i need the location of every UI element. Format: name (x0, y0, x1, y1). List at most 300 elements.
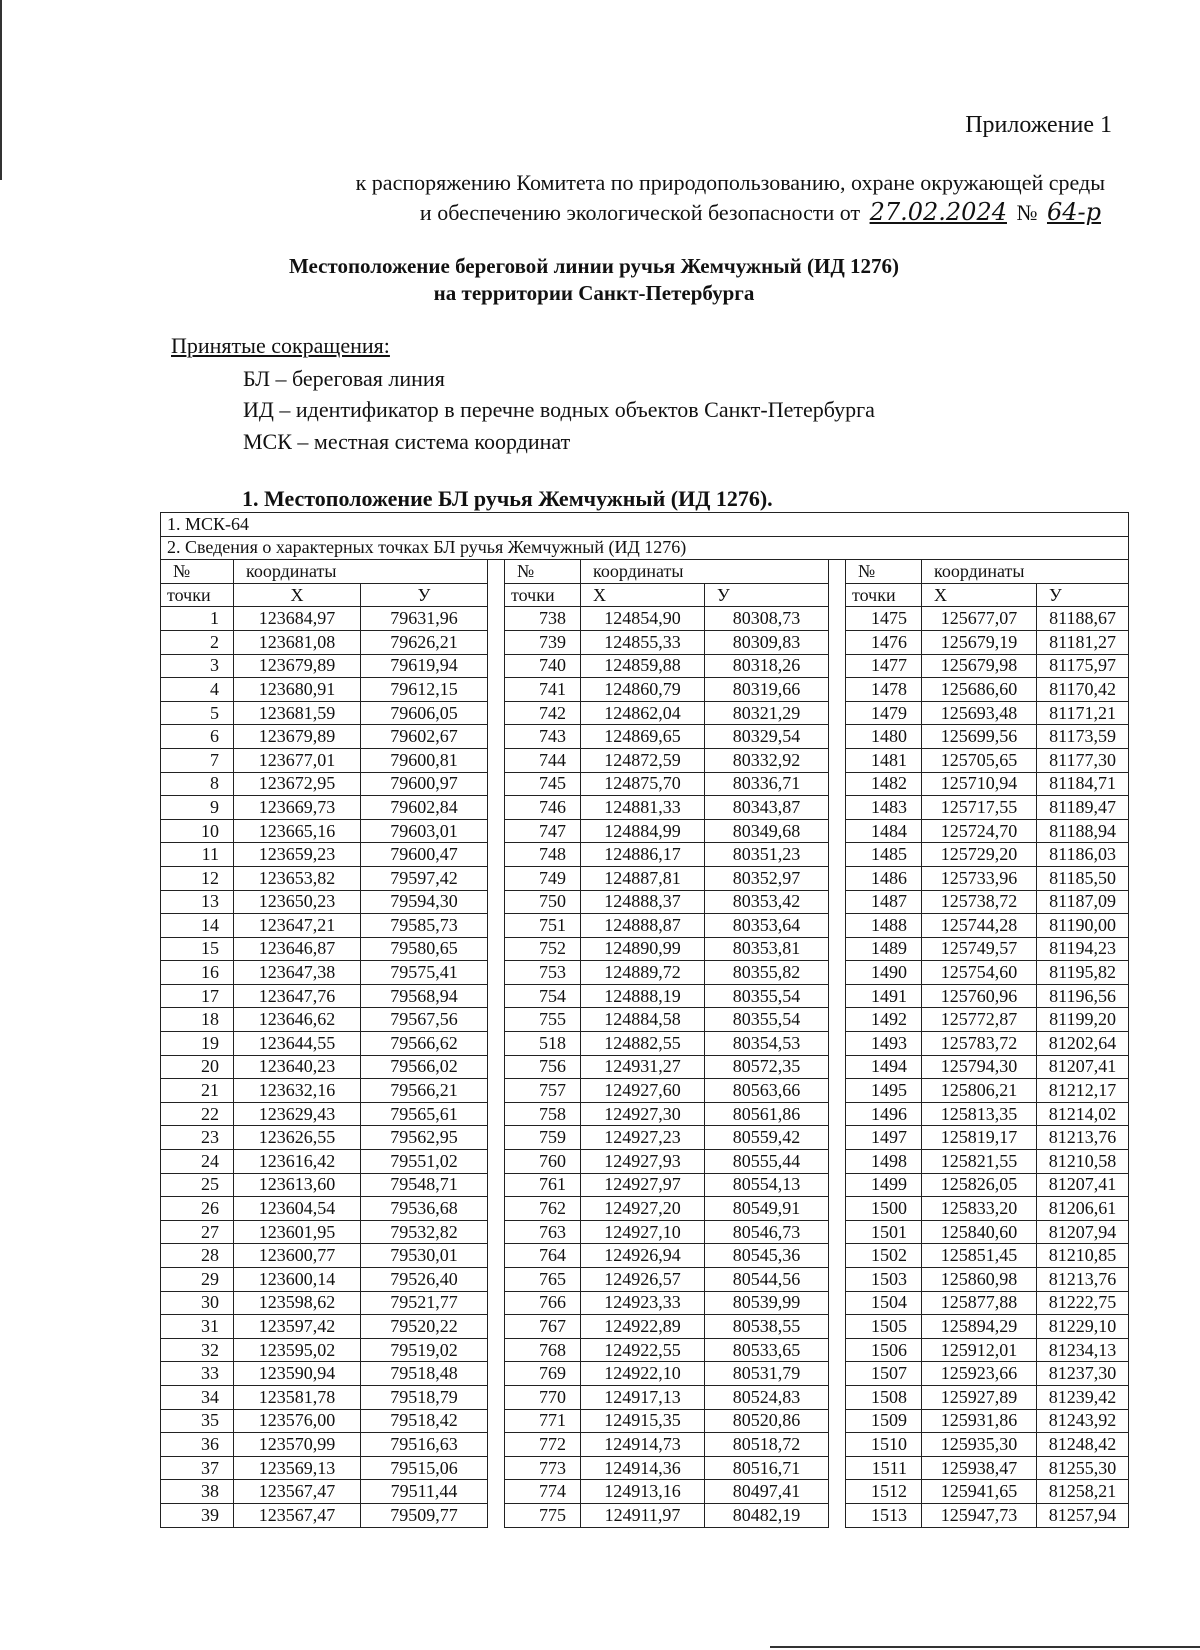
col-header-x: Х (922, 583, 1037, 607)
appendix-label: Приложение 1 (965, 112, 1112, 138)
coord-x: 125686,60 (922, 678, 1037, 702)
point-no: 754 (505, 984, 581, 1008)
point-no: 750 (505, 890, 581, 914)
point-no: 759 (505, 1126, 581, 1150)
point-no: 751 (505, 914, 581, 938)
coord-y: 81210,85 (1037, 1244, 1129, 1268)
coord-x: 124931,27 (581, 1055, 705, 1079)
point-no: 1507 (846, 1362, 922, 1386)
table-row (161, 914, 1129, 938)
point-no: 7 (161, 748, 234, 772)
coord-y: 80355,54 (705, 984, 829, 1008)
coord-y: 79566,21 (361, 1079, 488, 1103)
coord-y: 79521,77 (361, 1291, 488, 1315)
coord-y: 79530,01 (361, 1244, 488, 1268)
coord-x: 125938,47 (922, 1456, 1037, 1480)
coord-x: 123632,16 (234, 1079, 361, 1103)
coord-x: 124914,73 (581, 1433, 705, 1457)
coord-y: 80352,97 (705, 866, 829, 890)
coord-x: 124888,87 (581, 914, 705, 938)
point-no: 1511 (846, 1456, 922, 1480)
point-no: 1488 (846, 914, 922, 938)
table-row (161, 1385, 1129, 1409)
coord-y: 80309,83 (705, 630, 829, 654)
point-no: 1494 (846, 1055, 922, 1079)
order-line-2-text: и обеспечению экологической безопасности от (419, 200, 861, 225)
table-row (161, 1456, 1129, 1480)
coord-y: 81189,47 (1037, 796, 1129, 820)
point-no: 1477 (846, 654, 922, 678)
coord-y: 79597,42 (361, 866, 488, 890)
coord-y: 79518,79 (361, 1385, 488, 1409)
coord-x: 123604,54 (234, 1197, 361, 1221)
coord-x: 125927,89 (922, 1385, 1037, 1409)
coord-x: 125947,73 (922, 1503, 1037, 1527)
table-row (161, 1244, 1129, 1268)
coord-y: 80353,42 (705, 890, 829, 914)
coord-y: 81187,09 (1037, 890, 1129, 914)
coord-y: 81207,41 (1037, 1173, 1129, 1197)
coord-x: 123653,82 (234, 866, 361, 890)
point-no: 32 (161, 1338, 234, 1362)
point-no: 774 (505, 1480, 581, 1504)
coord-x: 124862,04 (581, 701, 705, 725)
coord-x: 123616,42 (234, 1150, 361, 1174)
coord-x: 124875,70 (581, 772, 705, 796)
coord-x: 124927,97 (581, 1173, 705, 1197)
point-no: 1476 (846, 630, 922, 654)
point-no: 24 (161, 1150, 234, 1174)
coord-x: 123640,23 (234, 1055, 361, 1079)
table-row (161, 1150, 1129, 1174)
coord-y: 80559,42 (705, 1126, 829, 1150)
coord-y: 80531,79 (705, 1362, 829, 1386)
table-row (161, 1126, 1129, 1150)
point-no: 769 (505, 1362, 581, 1386)
coord-x: 125806,21 (922, 1079, 1037, 1103)
point-no: 1509 (846, 1409, 922, 1433)
coord-x: 124859,88 (581, 654, 705, 678)
coord-x: 123669,73 (234, 796, 361, 820)
coord-x: 123665,16 (234, 819, 361, 843)
coord-x: 123600,14 (234, 1268, 361, 1292)
coord-y: 80318,26 (705, 654, 829, 678)
coord-y: 80546,73 (705, 1220, 829, 1244)
coord-y: 80538,55 (705, 1315, 829, 1339)
coord-x: 123681,59 (234, 701, 361, 725)
coord-y: 79626,21 (361, 630, 488, 654)
coord-x: 123629,43 (234, 1102, 361, 1126)
coord-y: 79612,15 (361, 678, 488, 702)
point-no: 25 (161, 1173, 234, 1197)
coord-x: 123644,55 (234, 1032, 361, 1056)
coord-y: 81234,13 (1037, 1338, 1129, 1362)
coord-y: 81210,58 (1037, 1150, 1129, 1174)
coord-y: 81258,21 (1037, 1480, 1129, 1504)
coord-x: 124923,33 (581, 1291, 705, 1315)
coord-x: 123569,13 (234, 1456, 361, 1480)
scan-bottom-line (770, 1646, 1200, 1648)
coord-y: 80524,83 (705, 1385, 829, 1409)
point-no: 1499 (846, 1173, 922, 1197)
coord-x: 124927,60 (581, 1079, 705, 1103)
order-line-1: к распоряжению Комитета по природопользованию, охране окружающей среды (355, 170, 1105, 195)
table-row (161, 1503, 1129, 1527)
point-no: 1489 (846, 937, 922, 961)
coord-y: 81213,76 (1037, 1126, 1129, 1150)
col-header-coords: координаты (922, 560, 1129, 584)
table-row (161, 1220, 1129, 1244)
point-no: 760 (505, 1150, 581, 1174)
point-no: 11 (161, 843, 234, 867)
coord-y: 80343,87 (705, 796, 829, 820)
coord-y: 80308,73 (705, 607, 829, 631)
coord-x: 123567,47 (234, 1503, 361, 1527)
coord-y: 80349,68 (705, 819, 829, 843)
coord-x: 123646,87 (234, 937, 361, 961)
coord-y: 81248,42 (1037, 1433, 1129, 1457)
coord-y: 80321,29 (705, 701, 829, 725)
coord-y: 79515,06 (361, 1456, 488, 1480)
coord-y: 81186,03 (1037, 843, 1129, 867)
coord-y: 81194,23 (1037, 937, 1129, 961)
table-row (161, 1433, 1129, 1457)
coord-y: 80520,86 (705, 1409, 829, 1433)
coord-y: 81255,30 (1037, 1456, 1129, 1480)
coord-x: 124922,55 (581, 1338, 705, 1362)
point-no: 1492 (846, 1008, 922, 1032)
point-no: 770 (505, 1385, 581, 1409)
table-row (161, 1480, 1129, 1504)
coord-y: 79600,47 (361, 843, 488, 867)
document-title-line-1: Местоположение береговой линии ручья Жемчужный (ИД 1276) (288, 254, 900, 278)
coord-y: 81177,30 (1037, 748, 1129, 772)
point-no: 1487 (846, 890, 922, 914)
coord-y: 81181,27 (1037, 630, 1129, 654)
coord-y: 79585,73 (361, 914, 488, 938)
point-no: 26 (161, 1197, 234, 1221)
coord-x: 124882,55 (581, 1032, 705, 1056)
coord-x: 125679,19 (922, 630, 1037, 654)
table-row (161, 772, 1129, 796)
coord-x: 124913,16 (581, 1480, 705, 1504)
order-number-sign: № (1016, 200, 1038, 225)
order-line-2 (200, 198, 1105, 226)
coord-x: 123613,60 (234, 1173, 361, 1197)
coord-x: 123600,77 (234, 1244, 361, 1268)
coord-y: 80336,71 (705, 772, 829, 796)
points-info-row: 2. Сведения о характерных точках БЛ ручья Жемчужный (ИД 1276) (161, 536, 1129, 560)
coord-y: 81207,41 (1037, 1055, 1129, 1079)
coord-y: 81190,00 (1037, 914, 1129, 938)
coord-y: 79603,01 (361, 819, 488, 843)
coord-x: 123672,95 (234, 772, 361, 796)
col-header-coords: координаты (234, 560, 488, 584)
point-no: 752 (505, 937, 581, 961)
crs-row: 1. МСК-64 (161, 513, 1129, 537)
col-header-points: точки (161, 583, 234, 607)
point-no: 9 (161, 796, 234, 820)
point-no: 740 (505, 654, 581, 678)
coord-x: 125912,01 (922, 1338, 1037, 1362)
coord-x: 125794,30 (922, 1055, 1037, 1079)
coord-x: 125840,60 (922, 1220, 1037, 1244)
coord-y: 79594,30 (361, 890, 488, 914)
coord-x: 124922,10 (581, 1362, 705, 1386)
point-no: 21 (161, 1079, 234, 1103)
coord-x: 124927,23 (581, 1126, 705, 1150)
coord-x: 125851,45 (922, 1244, 1037, 1268)
coord-x: 124922,89 (581, 1315, 705, 1339)
coord-y: 79526,40 (361, 1268, 488, 1292)
coord-y: 80518,72 (705, 1433, 829, 1457)
coord-x: 123677,01 (234, 748, 361, 772)
coord-y: 80497,41 (705, 1480, 829, 1504)
point-no: 23 (161, 1126, 234, 1150)
table-row (161, 1079, 1129, 1103)
coord-y: 79516,63 (361, 1433, 488, 1457)
coord-x: 123647,76 (234, 984, 361, 1008)
point-no: 741 (505, 678, 581, 702)
point-no: 772 (505, 1433, 581, 1457)
table-row (161, 1409, 1129, 1433)
col-header-x: Х (581, 583, 705, 607)
point-no: 1498 (846, 1150, 922, 1174)
point-no: 764 (505, 1244, 581, 1268)
coord-x: 124884,58 (581, 1008, 705, 1032)
coord-x: 125724,70 (922, 819, 1037, 843)
coord-x: 125717,55 (922, 796, 1037, 820)
point-no: 17 (161, 984, 234, 1008)
coord-y: 80351,23 (705, 843, 829, 867)
coord-x: 125931,86 (922, 1409, 1037, 1433)
point-no: 757 (505, 1079, 581, 1103)
coord-x: 123647,21 (234, 914, 361, 938)
coord-x: 124887,81 (581, 866, 705, 890)
coord-y: 80354,53 (705, 1032, 829, 1056)
abbreviation-item: ИД – идентификатор в перечне водных объектов Санкт-Петербурга (243, 397, 875, 422)
point-no: 1510 (846, 1433, 922, 1457)
coord-x: 125760,96 (922, 984, 1037, 1008)
table-row (161, 654, 1129, 678)
point-no: 5 (161, 701, 234, 725)
col-header-no: № (161, 560, 234, 584)
coord-y: 79566,02 (361, 1055, 488, 1079)
coord-x: 124869,65 (581, 725, 705, 749)
coord-x: 123597,42 (234, 1315, 361, 1339)
coord-x: 123679,89 (234, 654, 361, 678)
point-no: 14 (161, 914, 234, 938)
table-row (161, 1197, 1129, 1221)
coord-y: 79619,94 (361, 654, 488, 678)
coord-y: 80545,36 (705, 1244, 829, 1268)
col-header-coords: координаты (581, 560, 829, 584)
coord-y: 80533,65 (705, 1338, 829, 1362)
point-no: 518 (505, 1032, 581, 1056)
point-no: 10 (161, 819, 234, 843)
point-no: 4 (161, 678, 234, 702)
coord-x: 124855,33 (581, 630, 705, 654)
coord-x: 125821,55 (922, 1150, 1037, 1174)
table-row (161, 1291, 1129, 1315)
coord-y: 81202,64 (1037, 1032, 1129, 1056)
coord-y: 79551,02 (361, 1150, 488, 1174)
point-no: 1508 (846, 1385, 922, 1409)
coord-x: 124917,13 (581, 1385, 705, 1409)
table-row (161, 1102, 1129, 1126)
coord-x: 125754,60 (922, 961, 1037, 985)
point-no: 755 (505, 1008, 581, 1032)
point-no: 1 (161, 607, 234, 631)
coord-x: 123684,97 (234, 607, 361, 631)
coord-y: 79566,62 (361, 1032, 488, 1056)
coord-x: 124884,99 (581, 819, 705, 843)
coord-x: 124926,94 (581, 1244, 705, 1268)
col-header-no: № (846, 560, 922, 584)
point-no: 1506 (846, 1338, 922, 1362)
point-no: 763 (505, 1220, 581, 1244)
coord-x: 125833,20 (922, 1197, 1037, 1221)
point-no: 6 (161, 725, 234, 749)
table-row (161, 630, 1129, 654)
point-no: 1491 (846, 984, 922, 1008)
table-row (161, 1268, 1129, 1292)
coord-x: 124860,79 (581, 678, 705, 702)
coord-y: 79568,94 (361, 984, 488, 1008)
point-no: 775 (505, 1503, 581, 1527)
point-no: 1475 (846, 607, 922, 631)
coord-y: 79536,68 (361, 1197, 488, 1221)
coord-y: 80544,56 (705, 1268, 829, 1292)
coord-x: 125738,72 (922, 890, 1037, 914)
table-row (161, 961, 1129, 985)
coord-y: 79567,56 (361, 1008, 488, 1032)
coord-y: 81237,30 (1037, 1362, 1129, 1386)
coord-x: 124854,90 (581, 607, 705, 631)
coord-x: 124889,72 (581, 961, 705, 985)
order-number: 64-р (1046, 198, 1101, 226)
coord-x: 124888,37 (581, 890, 705, 914)
col-header-y: У (705, 583, 829, 607)
point-no: 1496 (846, 1102, 922, 1126)
coordinates-table (160, 512, 1129, 1528)
abbreviation-item: МСК – местная система координат (243, 429, 571, 454)
point-no: 1482 (846, 772, 922, 796)
coord-y: 80353,81 (705, 937, 829, 961)
col-header-no: № (505, 560, 581, 584)
table-row (161, 678, 1129, 702)
point-no: 18 (161, 1008, 234, 1032)
point-no: 744 (505, 748, 581, 772)
point-no: 22 (161, 1102, 234, 1126)
abbreviation-item: БЛ – береговая линия (243, 366, 445, 391)
point-no: 1493 (846, 1032, 922, 1056)
point-no: 1512 (846, 1480, 922, 1504)
point-no: 30 (161, 1291, 234, 1315)
coord-y: 79575,41 (361, 961, 488, 985)
coord-y: 79548,71 (361, 1173, 488, 1197)
coord-x: 123647,38 (234, 961, 361, 985)
point-no: 15 (161, 937, 234, 961)
coord-y: 81171,21 (1037, 701, 1129, 725)
point-no: 753 (505, 961, 581, 985)
coord-x: 123598,62 (234, 1291, 361, 1315)
coord-x: 123626,55 (234, 1126, 361, 1150)
coord-x: 125749,57 (922, 937, 1037, 961)
coord-y: 80482,19 (705, 1503, 829, 1527)
coord-y: 81173,59 (1037, 725, 1129, 749)
point-no: 2 (161, 630, 234, 654)
coord-y: 80319,66 (705, 678, 829, 702)
point-no: 766 (505, 1291, 581, 1315)
header-row-1 (161, 560, 1129, 584)
coord-y: 80355,54 (705, 1008, 829, 1032)
coord-x: 124886,17 (581, 843, 705, 867)
point-no: 1497 (846, 1126, 922, 1150)
point-no: 742 (505, 701, 581, 725)
point-no: 1503 (846, 1268, 922, 1292)
point-no: 1502 (846, 1244, 922, 1268)
coord-x: 124914,36 (581, 1456, 705, 1480)
table-row (161, 866, 1129, 890)
point-no: 37 (161, 1456, 234, 1480)
table-row (161, 1173, 1129, 1197)
coord-y: 79518,42 (361, 1409, 488, 1433)
coord-y: 81196,56 (1037, 984, 1129, 1008)
table-row (161, 819, 1129, 843)
coord-y: 79600,97 (361, 772, 488, 796)
header-row-2 (161, 583, 1129, 607)
coord-x: 125729,20 (922, 843, 1037, 867)
coord-y: 79520,22 (361, 1315, 488, 1339)
coord-x: 123646,62 (234, 1008, 361, 1032)
point-no: 36 (161, 1433, 234, 1457)
abbreviations-heading: Принятые сокращения: (171, 333, 390, 358)
coord-x: 123601,95 (234, 1220, 361, 1244)
coord-x: 125941,65 (922, 1480, 1037, 1504)
point-no: 20 (161, 1055, 234, 1079)
coord-x: 123590,94 (234, 1362, 361, 1386)
point-no: 3 (161, 654, 234, 678)
coord-x: 125894,29 (922, 1315, 1037, 1339)
coord-x: 125923,66 (922, 1362, 1037, 1386)
table-row (161, 701, 1129, 725)
coord-y: 80539,99 (705, 1291, 829, 1315)
coord-x: 124881,33 (581, 796, 705, 820)
coord-y: 81213,76 (1037, 1268, 1129, 1292)
coord-x: 124911,97 (581, 1503, 705, 1527)
coord-x: 125772,87 (922, 1008, 1037, 1032)
coord-y: 81199,20 (1037, 1008, 1129, 1032)
table-row (161, 1008, 1129, 1032)
coord-y: 80329,54 (705, 725, 829, 749)
coord-y: 80549,91 (705, 1197, 829, 1221)
coord-x: 125733,96 (922, 866, 1037, 890)
coord-y: 79606,05 (361, 701, 488, 725)
coord-y: 79631,96 (361, 607, 488, 631)
order-date: 27.02.2024 (869, 198, 1007, 226)
table-row (161, 1055, 1129, 1079)
coord-y: 79580,65 (361, 937, 488, 961)
coord-y: 80353,64 (705, 914, 829, 938)
coord-y: 80561,86 (705, 1102, 829, 1126)
coord-x: 123681,08 (234, 630, 361, 654)
point-no: 13 (161, 890, 234, 914)
coord-x: 124890,99 (581, 937, 705, 961)
point-no: 1501 (846, 1220, 922, 1244)
table-row (161, 725, 1129, 749)
point-no: 771 (505, 1409, 581, 1433)
